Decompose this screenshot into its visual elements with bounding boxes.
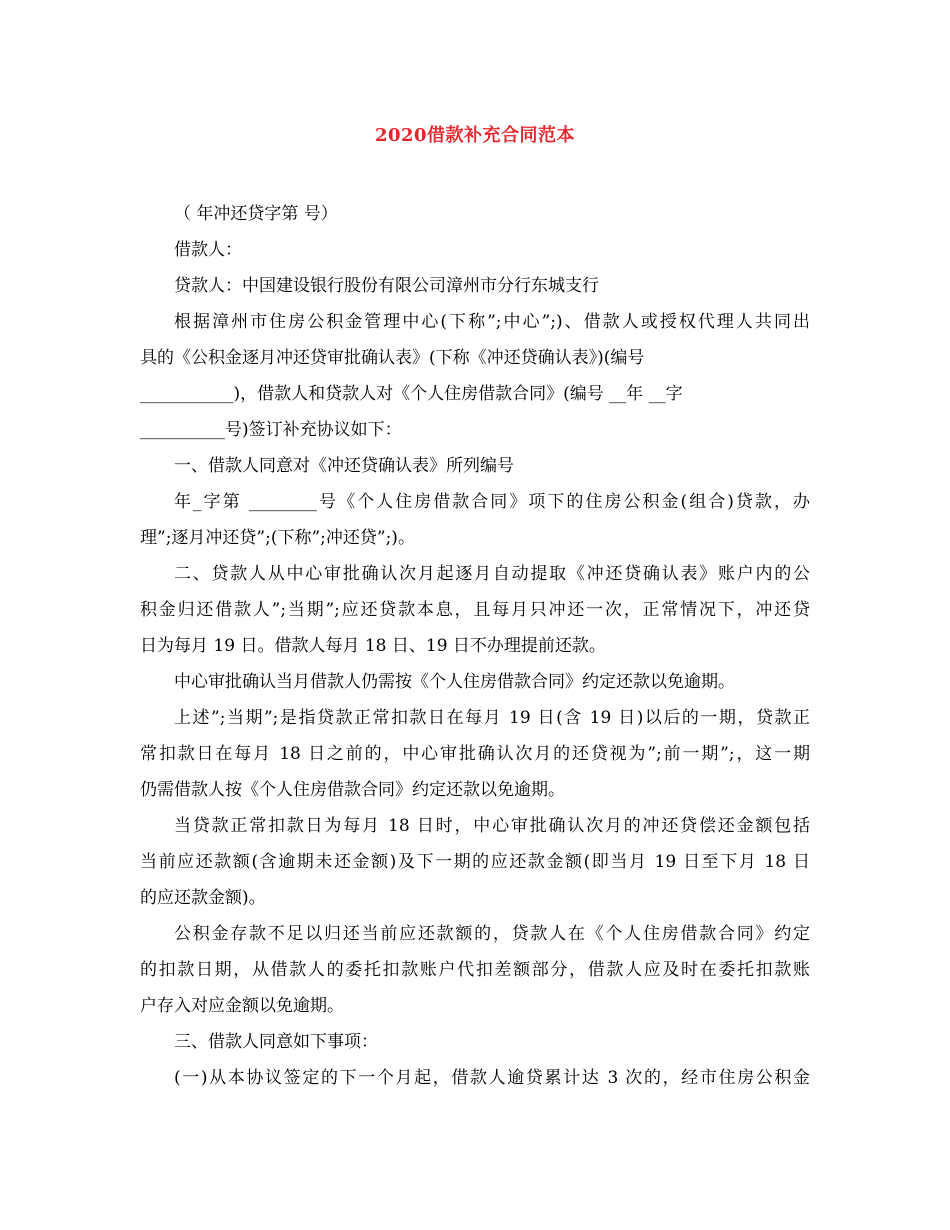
paragraph-line: 中心审批确认当月借款人仍需按《个人住房借款合同》约定还款以免逾期。 <box>174 672 735 692</box>
paragraph-line: 年_字第 ________号《个人住房借款合同》项下的住房公积金(组合)贷款，办 <box>174 492 810 512</box>
contract-number-line: （ 年冲还贷字第 号） <box>174 204 338 224</box>
paragraph-line: 日为每月 19 日。借款人每月 18 日、19 日不办理提前还款。 <box>140 636 606 656</box>
paragraph-line: 根据漳州市住房公积金管理中心(下称”;中心”;)、借款人或授权代理人共同出 <box>174 312 810 332</box>
paragraph-line: 上述”;当期”;是指贷款正常扣款日在每月 19 日(含 19 日)以后的一期，贷款正 <box>174 708 810 728</box>
lender-line: 贷款人：中国建设银行股份有限公司漳州市分行东城支行 <box>174 276 599 296</box>
paragraph-line: __________号)签订补充协议如下： <box>140 420 402 440</box>
paragraph-line: 常扣款日在每月 18 日之前的，中心审批确认次月的还贷视为”;前一期”;，这一期 <box>140 744 810 764</box>
clause-two-line: 二、贷款人从中心审批确认次月起逐月自动提取《冲还贷确认表》账户内的公 <box>174 564 810 584</box>
paragraph-line: 具的《公积金逐月冲还贷审批确认表》(下称《冲还贷确认表》)(编号 <box>140 348 645 368</box>
paragraph-line: ___________)，借款人和贷款人对《个人住房借款合同》(编号 __年 __字 <box>140 384 683 404</box>
borrower-line: 借款人： <box>174 240 242 260</box>
paragraph-line: 的应还款金额)。 <box>140 888 266 908</box>
clause-one-line: 一、借款人同意对《冲还贷确认表》所列编号 <box>174 456 514 476</box>
document-body <box>140 196 810 1096</box>
paragraph-line: 公积金存款不足以归还当前应还款额的，贷款人在《个人住房借款合同》约定 <box>174 924 810 944</box>
paragraph-line: 当贷款正常扣款日为每月 18 日时，中心审批确认次月的冲还贷偿还金额包括 <box>174 816 810 836</box>
paragraph-line: (一)从本协议签定的下一个月起，借款人逾贷累计达 3 次的，经市住房公积金 <box>174 1068 810 1088</box>
paragraph-line: 仍需借款人按《个人住房借款合同》约定还款以免逾期。 <box>140 780 565 800</box>
clause-three-line: 三、借款人同意如下事项： <box>174 1032 378 1052</box>
document-title: 2020借款补充合同范本 <box>374 125 576 146</box>
paragraph-line: 当前应还款额(含逾期未还金额)及下一期的应还款金额(即当月 19 日至下月 18 日 <box>140 852 810 872</box>
paragraph-line: 理”;逐月冲还贷”;(下称”;冲还贷”;)。 <box>140 528 415 548</box>
paragraph-line: 积金归还借款人”;当期”;应还贷款本息，且每月只冲还一次，正常情况下，冲还贷 <box>140 600 810 620</box>
paragraph-line: 的扣款日期，从借款人的委托扣款账户代扣差额部分，借款人应及时在委托扣款账 <box>140 960 810 980</box>
paragraph-line: 户存入对应金额以免逾期。 <box>140 996 344 1016</box>
